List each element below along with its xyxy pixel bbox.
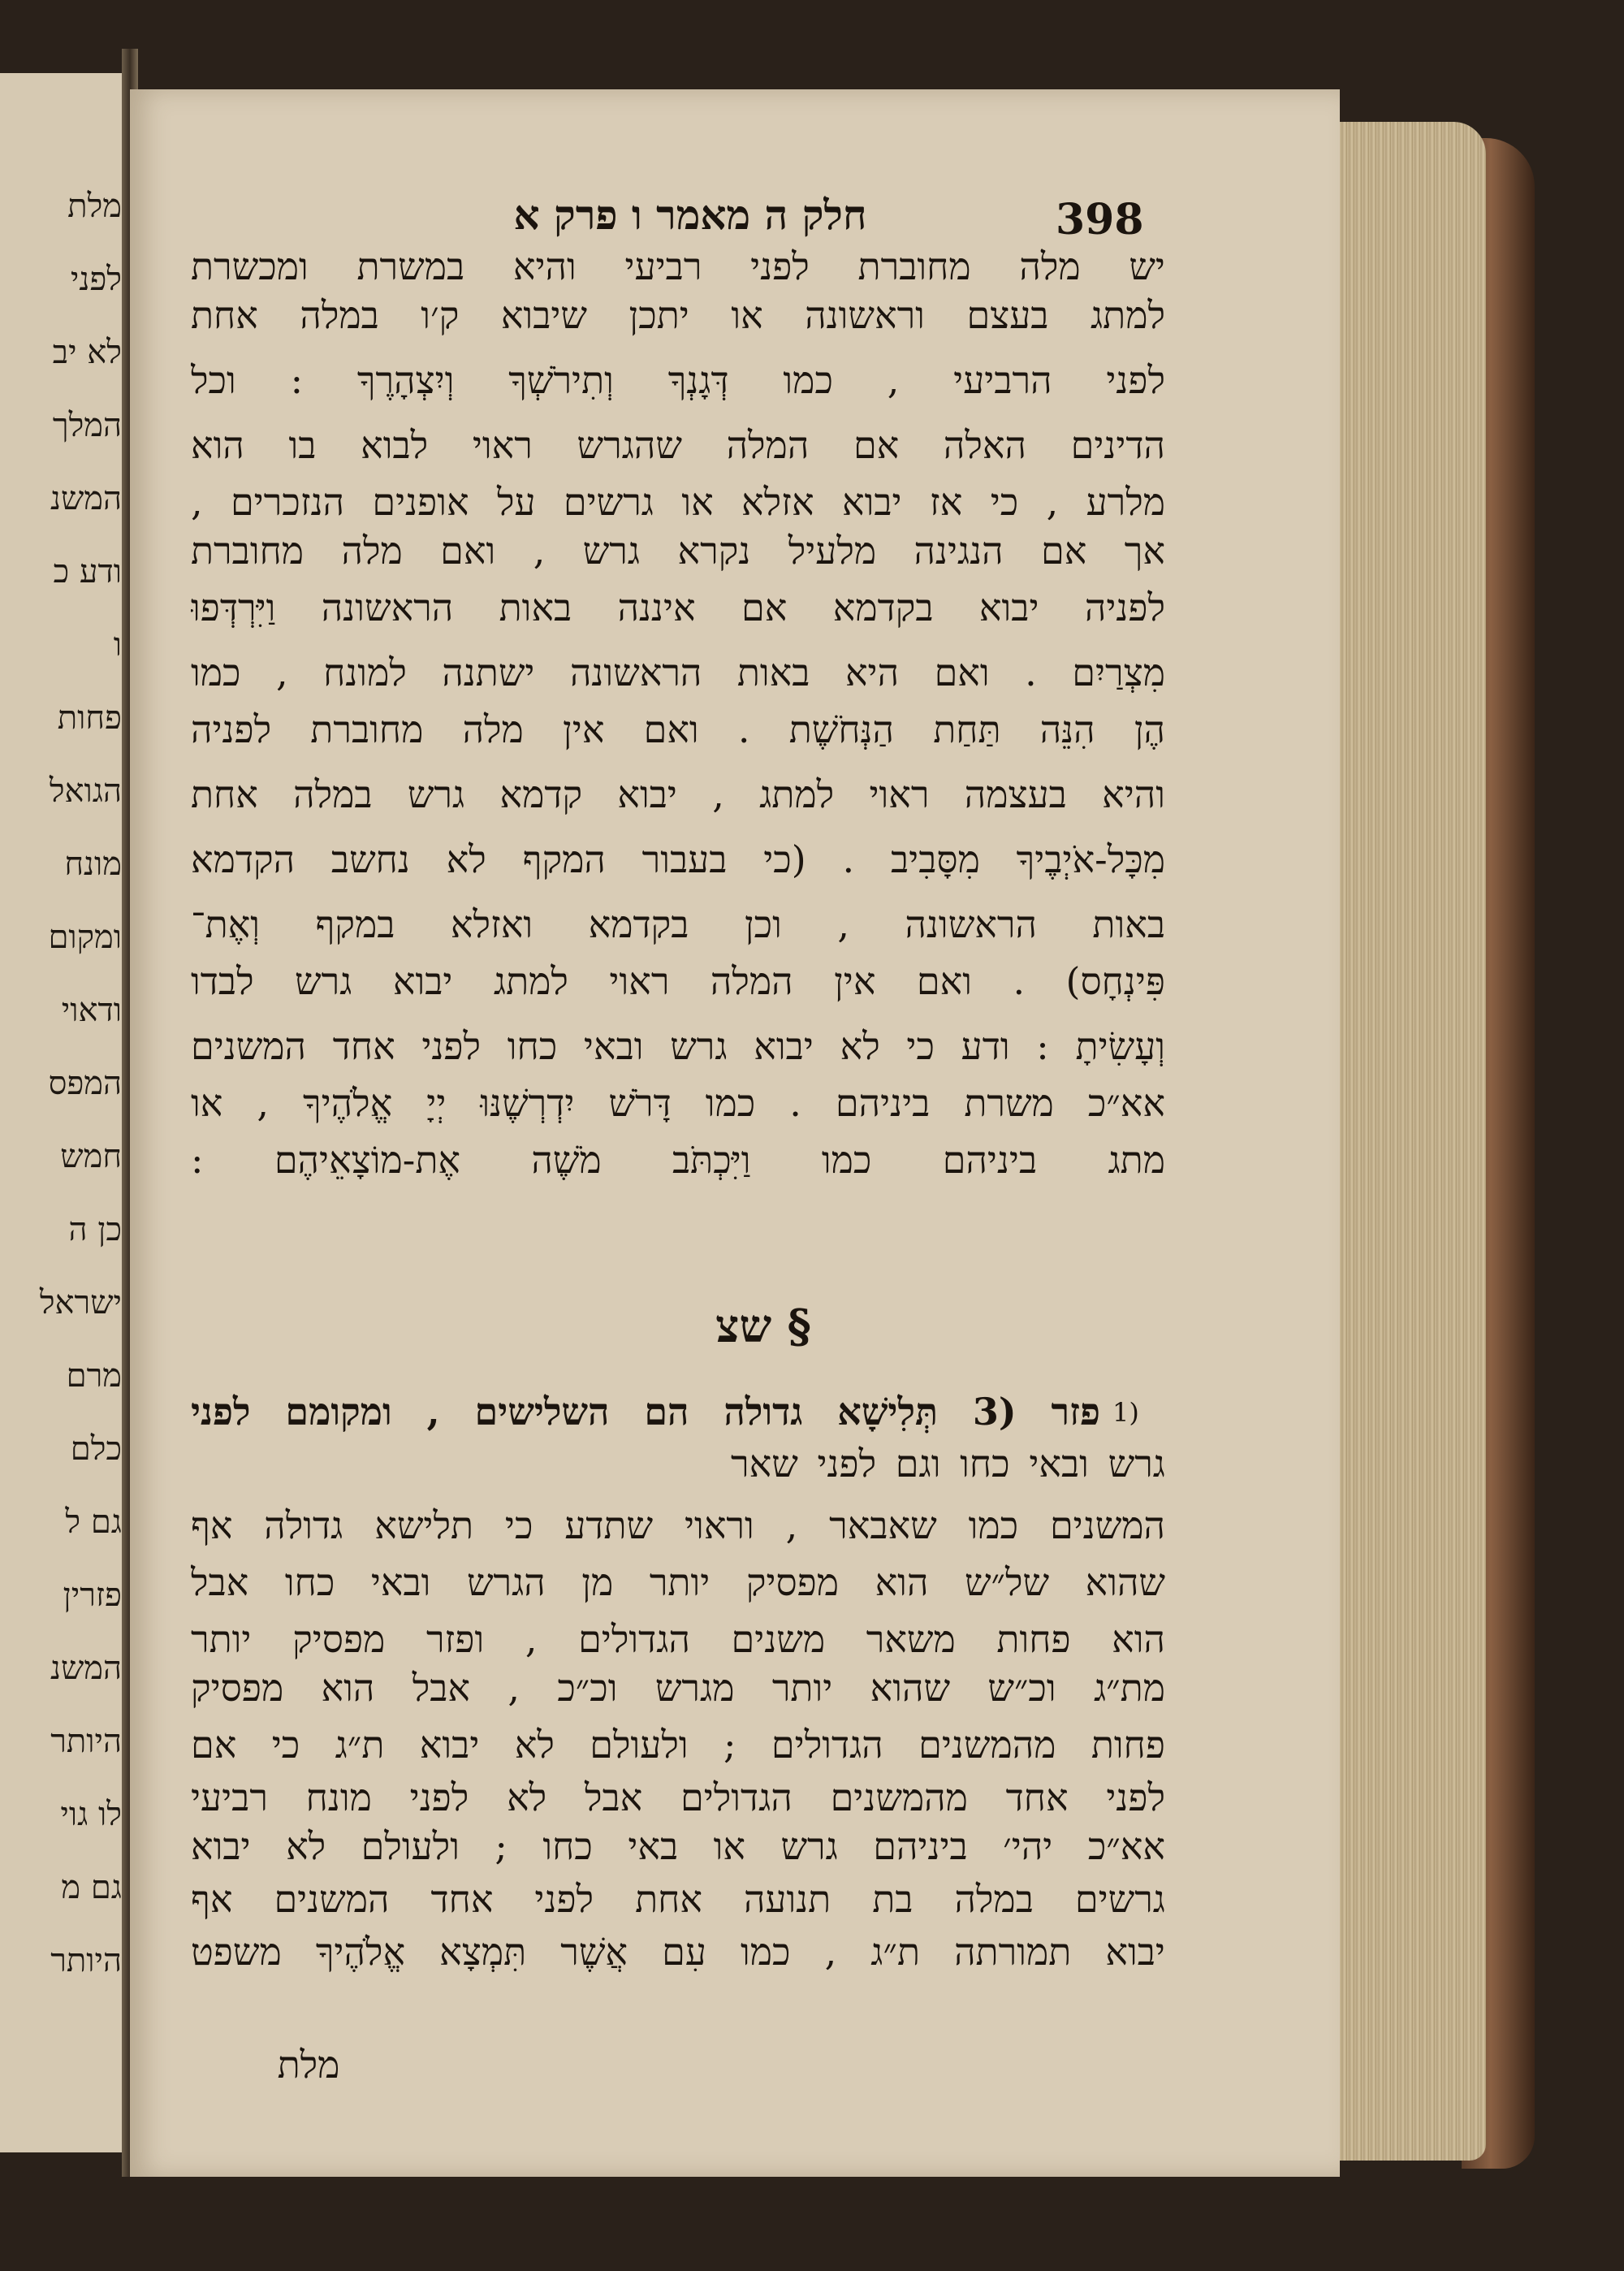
left-page-fragment: המפס <box>48 1065 122 1102</box>
left-page-fragment: לא יב <box>52 334 122 371</box>
section-mark: § שצ <box>715 1300 811 1353</box>
text-line: יש מלה מחוברת לפני רביעי והיא במשרת ומכשרת <box>191 244 1165 288</box>
text-line: מתג ביניהם כמו וַיִּכְתֹּב מֹשֶׁה אֶת-מוֹצָאֵיהֶם : <box>191 1138 1165 1182</box>
left-page-fragment: לו גוי <box>60 1796 122 1833</box>
left-page-fragment: כלם <box>70 1430 122 1468</box>
left-page-fragment: המלך <box>52 407 122 444</box>
left-page-fragment: פזרין <box>63 1577 122 1614</box>
section-text-line: מת״ג וכ״ש שהוא יותר מגרש וכ״כ , אבל הוא מפסיק <box>191 1666 1165 1710</box>
left-page-fragment: לפני <box>70 261 122 298</box>
text-line: וְעָשִׂיתָ : ודע כי לא יבוא גרש ובאי כחו לפני אחד המשנים <box>191 1024 1165 1068</box>
left-page-fragment: מרם <box>66 1357 122 1395</box>
section-text-line: אא״כ יהי׳ ביניהם גרש או באי כחו ; ולעולם לא יבוא <box>191 1824 1165 1868</box>
left-page-fragment: הגואל <box>49 772 122 810</box>
left-page-fragment: המשנ <box>50 480 122 517</box>
text-line: למתג בעצם וראשונה או יתכן שיבוא ק׳ו במלה אחת <box>191 293 1165 337</box>
left-page-fragment: כן ה <box>68 1211 122 1248</box>
section-text-line: גרשים במלה בת תנועה אחת לפני אחד המשנים אף <box>191 1877 1165 1921</box>
left-page-fragment: גם ל <box>65 1503 122 1541</box>
section-heading-cont: גרש ובאי כחו וגם לפני שאר <box>731 1442 1165 1486</box>
left-page-fragment: גם מ <box>61 1869 122 1906</box>
text-line: לפני הרביעי , כמו דְּגָנְךָ וְתִירֹשְׁךָ וְיִצְהָרֶךָ : וכל <box>191 358 1165 402</box>
section-text-line: המשנים כמו שאבאר , וראוי שתדע כי תלישא גדולה אף <box>191 1503 1165 1547</box>
text-line: מִצְרַיִם . ואם היא באות הראשונה ישתנה למונח , כמו <box>191 651 1165 694</box>
left-page-fragment: מונח <box>64 846 122 883</box>
text-line: והיא בעצמה ראוי למתג , יבוא קדמא גרש במלה אחת <box>191 772 1165 816</box>
section-text-line: לפני אחד מהמשנים הגדולים אבל לא לפני מונח רביעי <box>191 1776 1165 1819</box>
left-page-fragment: ו <box>113 626 122 664</box>
left-page-fragment: חמש <box>60 1138 122 1175</box>
text-line: אא״כ משרת ביניהם . כמו דָּרֹשׁ יִדְרְשֶׁנּוּ יְיָ אֱלֹהֶיךָ , או <box>191 1081 1165 1125</box>
text-line: הדינים האלה אם המלה שהגרש ראוי לבוא בו הוא <box>191 423 1165 467</box>
text-line: מִכָּל-אֹיְבֶיךָ מִסָּבִיב . (כי בעבור המקף לא נחשב הקדמא <box>191 837 1165 881</box>
section-text-line: שהוא של״ש הוא מפסיק יותר מן הגרש ובאי כחו אבל <box>191 1560 1165 1604</box>
section-text-line: יבוא תמורתה ת״ג , כמו עִם אֲשֶׁר תִּמְצָא אֱלֹהֶיךָ משפט <box>191 1930 1165 1974</box>
left-page-fragment: המשנ <box>50 1650 122 1687</box>
section-text-line: פחות מהמשנים הגדולים ; ולעולם לא יבוא ת״ג כי אם <box>191 1723 1165 1767</box>
page-number: 398 <box>1056 195 1144 244</box>
text-line: לפניה יבוא בקדמא אם איננה באות הראשונה וַיִּרְדְּפוּ <box>191 586 1165 629</box>
section-text-line: הוא פחות משאר משנים הגדולים , ופזר מפסיק יותר <box>191 1617 1165 1661</box>
page-edges <box>1340 122 1486 2161</box>
left-page-fragment: היותר <box>50 1942 122 1979</box>
text-line: פִּינְחָס) . ואם אין המלה ראוי למתג יבוא גרש לבדו <box>191 959 1165 1003</box>
footnote-marker: 1) <box>1112 1397 1139 1428</box>
catchword: מלת <box>277 2043 340 2087</box>
left-page-fragment: ודע כ <box>53 553 122 590</box>
section-heading: פזר (3 תְּלִישָׁא גדולה הם השלישים , ומקומם לפני <box>191 1390 1100 1434</box>
left-page-fragment: מלת <box>67 188 122 225</box>
text-line: אך אם הנגינה מלעיל נקרא גרש , ואם מלה מחוברת <box>191 529 1165 573</box>
left-page-fragment: ישראל <box>39 1284 122 1322</box>
left-page-fragment: ודאוי <box>61 992 122 1029</box>
text-line: הֶן הִנֵּה תַּחַת הַנְּחֹשֶׁת . ואם אין מלה מחוברת לפניה <box>191 707 1165 751</box>
text-line: באות הראשונה , וכן בקדמא ואזלא במקף וְאֶת־ <box>191 902 1165 946</box>
left-page <box>0 73 124 2152</box>
running-head: חלק ה מאמר ו פרק א <box>513 191 867 239</box>
left-page-fragment: היותר <box>50 1723 122 1760</box>
left-page-fragment: ומקום <box>48 919 122 956</box>
left-page-fragment: פחות <box>57 699 122 737</box>
text-line: מלרע , כי אז יבוא אזלא או גרשים על אופנים הנזכרים , <box>191 480 1165 524</box>
